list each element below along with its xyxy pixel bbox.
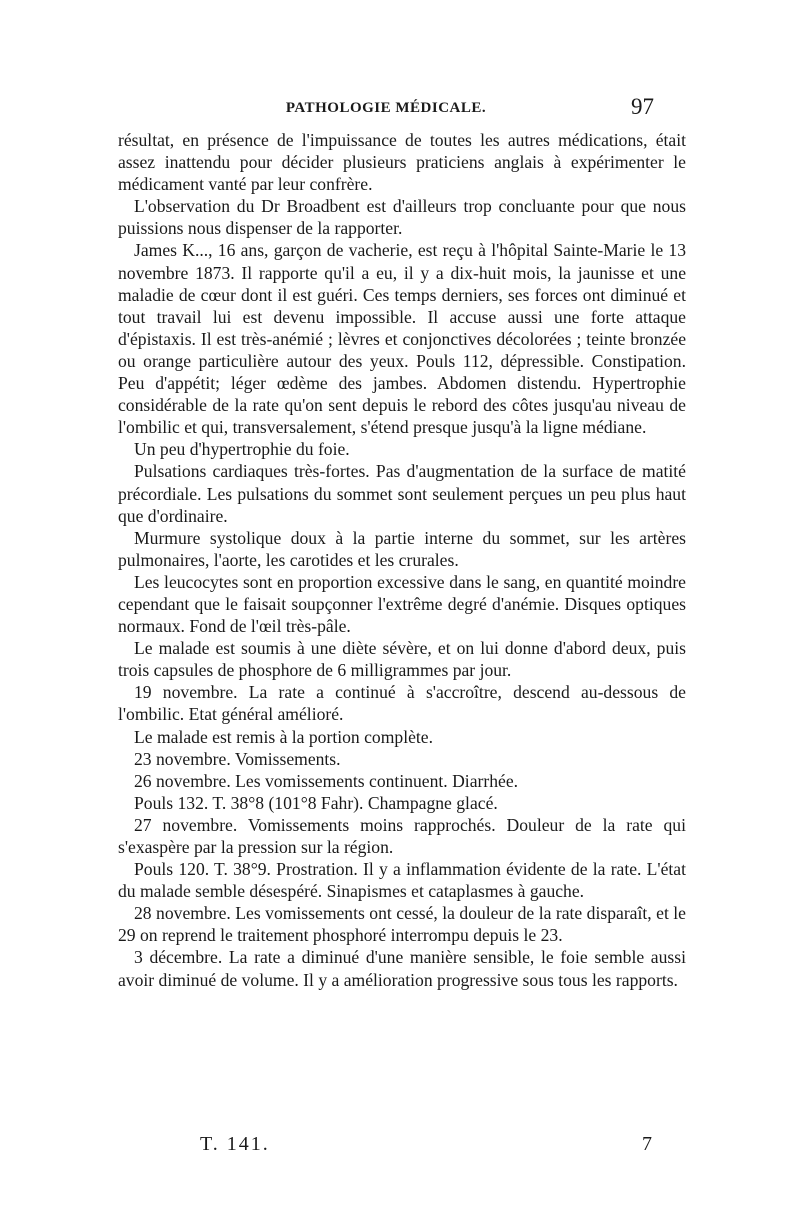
footer [200, 1133, 654, 1161]
paragraph: 27 novembre. Vomissements moins rapprochés. Douleur de la rate qui s'exaspère par la pression sur la région. [118, 814, 686, 857]
page-number: 97 [631, 94, 654, 119]
body-text [118, 129, 686, 991]
sheet-number: 7 [642, 1133, 654, 1155]
page-header [118, 96, 654, 126]
paragraph: James K..., 16 ans, garçon de vacherie, est reçu à l'hôpital Sainte-Marie le 13 novembre 1873. Il rapporte qu'il a eu, il y a dix-huit mois, la jaunisse et une maladie de cœur dont il est guéri. Ces temps derniers, ses forces ont diminué et tout travail lui est devenu impossible. Il accuse aussi une forte attaque d'épistaxis. Il est très-anémié ; lèvres et conjonctives décolorées ; teinte bronzée ou orange particulière autour des yeux. Pouls 112, dépressible. Constipation. Peu d'appétit; léger œdème des jambes. Abdomen distendu. Hypertrophie considérable de la rate qu'on sent depuis le rebord des côtes jusqu'au niveau de l'ombilic et qui, transversalement, s'étend presque jusqu'à la ligne médiane. [118, 240, 686, 438]
paragraph: 26 novembre. Les vomissements continuent. Diarrhée. [134, 770, 519, 791]
paragraph: Le malade est soumis à une diète sévère, et on lui donne d'abord deux, puis trois capsules de phosphore de 6 milligrammes par jour. [118, 638, 686, 681]
paragraph: Pouls 132. T. 38°8 (101°8 Fahr). Champagne glacé. [134, 792, 498, 813]
paragraph: résultat, en présence de l'impuissance de toutes les autres médications, était assez inattendu pour décider plusieurs praticiens anglais à expérimenter le médicament vanté par leur confrère. [118, 130, 686, 195]
paragraph: 3 décembre. La rate a diminué d'une manière sensible, le foie semble aussi avoir diminué de volume. Il y a amélioration progressive sous tous les rapports. [118, 947, 686, 990]
paragraph: Pouls 120. T. 38°9. Prostration. Il y a inflammation évidente de la rate. L'état du malade semble désespéré. Sinapismes et cataplasmes à gauche. [118, 859, 686, 902]
paragraph: Murmure systolique doux à la partie interne du sommet, sur les artères pulmonaires, l'aorte, les carotides et les crurales. [118, 527, 686, 570]
running-title: PATHOLOGIE MÉDICALE. [285, 100, 487, 116]
paragraph: Pulsations cardiaques très-fortes. Pas d'augmentation de la surface de matité précordiale. Les pulsations du sommet sont seulement perçues un peu plus haut que d'ordinaire. [118, 461, 686, 526]
paragraph: Le malade est remis à la portion complète. [134, 726, 433, 747]
paragraph: Les leucocytes sont en proportion excessive dans le sang, en quantité moindre cependant que le faisait soupçonner l'extrême degré d'anémie. Disques optiques normaux. Fond de l'œil très-pâle. [118, 571, 686, 637]
paragraph: 19 novembre. La rate a continué à s'accroître, descend au-dessous de l'ombilic. Etat général amélioré. [118, 682, 686, 725]
paragraph: 23 novembre. Vomissements. [134, 748, 341, 769]
paragraph: L'observation du Dr Broadbent est d'ailleurs trop concluante pour que nous puissions nous dispenser de la rapporter. [118, 196, 686, 239]
printer-signature: T. 141. [200, 1133, 270, 1155]
paragraph: 28 novembre. Les vomissements ont cessé, la douleur de la rate disparaît, et le 29 on reprend le traitement phosphoré interrompu depuis le 23. [118, 903, 686, 946]
paragraph: Un peu d'hypertrophie du foie. [134, 439, 350, 460]
